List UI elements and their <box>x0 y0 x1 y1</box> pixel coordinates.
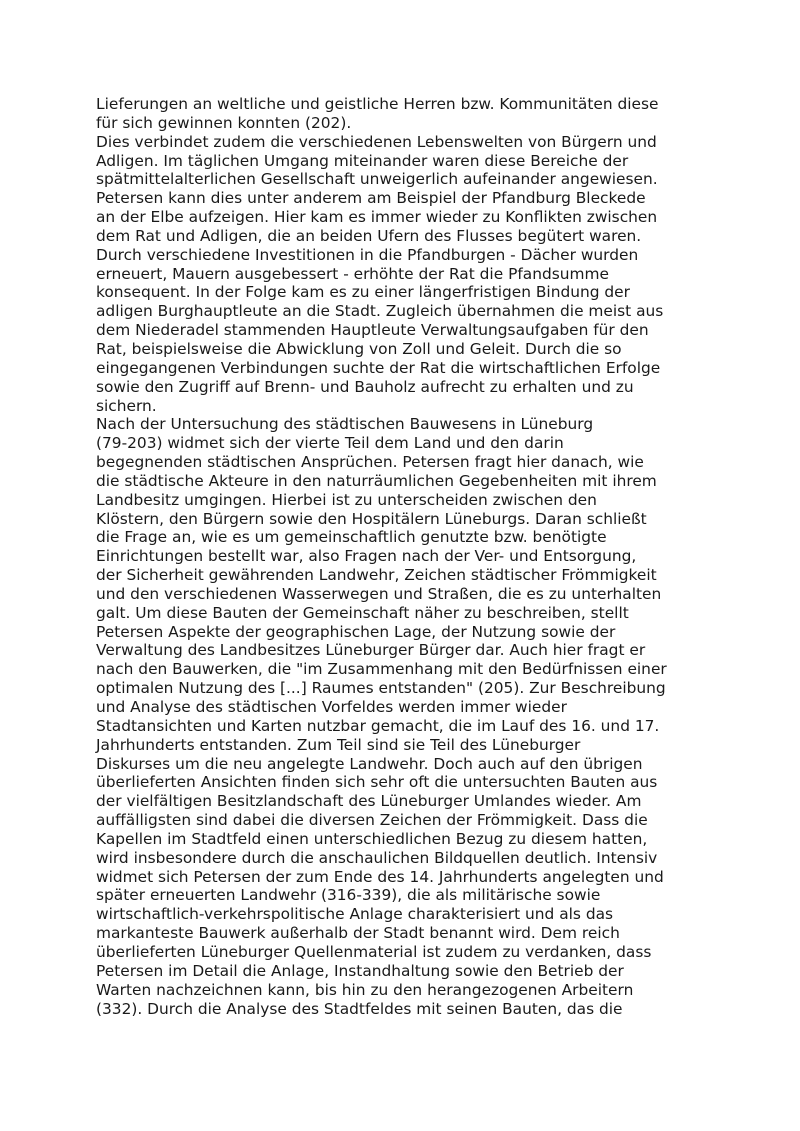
text-line: nach den Bauwerken, die "im Zusammenhang mit den Bedürfnissen einer <box>96 660 667 679</box>
text-line: konsequent. In der Folge kam es zu einer längerfristigen Bindung der <box>96 283 630 302</box>
text-line: adligen Burghauptleute an die Stadt. Zugleich übernahmen die meist aus <box>96 302 664 321</box>
text-line: markanteste Bauwerk außerhalb der Stadt benannt wird. Dem reich <box>96 924 620 943</box>
text-line: Petersen im Detail die Anlage, Instandhaltung sowie den Betrieb der <box>96 961 624 980</box>
text-line: Diskurses um die neu angelegte Landwehr. Doch auch auf den übrigen <box>96 754 643 773</box>
text-line: überlieferten Ansichten finden sich sehr oft die untersuchten Bauten aus <box>96 773 658 792</box>
text-line: dem Rat und Adligen, die an beiden Ufern des Flusses begütert waren. <box>96 226 642 245</box>
text-line: Jahrhunderts entstanden. Zum Teil sind sie Teil des Lüneburger <box>96 735 581 754</box>
text-line: auffälligsten sind dabei die diversen Zeichen der Frömmigkeit. Dass die <box>96 811 648 830</box>
text-line: später erneuerten Landwehr (316-339), die als militärische sowie <box>96 886 601 905</box>
text-line: Nach der Untersuchung des städtischen Bauwesens in Lüneburg <box>96 415 594 434</box>
text-line: (79-203) widmet sich der vierte Teil dem Land und den darin <box>96 434 564 453</box>
text-line: und Analyse des städtischen Vorfeldes werden immer wieder <box>96 698 567 716</box>
text-line: wirtschaftlich-verkehrspolitische Anlage charakterisiert und als das <box>96 905 614 924</box>
text-line: Durch verschiedene Investitionen in die Pfandburgen - Dächer wurden <box>96 245 639 264</box>
text-line: dem Niederadel stammenden Hauptleute Verwaltungsaufgaben für den <box>96 321 649 340</box>
text-line: Landbesitz umgingen. Hierbei ist zu unterscheiden zwischen den <box>96 490 597 509</box>
text-line: Kapellen im Stadtfeld einen unterschiedlichen Bezug zu diesem hatten, <box>96 829 648 848</box>
text-line: galt. Um diese Bauten der Gemeinschaft näher zu beschreiben, stellt <box>96 603 629 622</box>
text-line: erneuert, Mauern ausgebessert - erhöhte der Rat die Pfandsumme <box>96 264 609 283</box>
text-line: sowie den Zugriff auf Brenn- und Bauholz aufrecht zu erhalten und zu <box>96 377 634 396</box>
text-line: Petersen Aspekte der geographischen Lage, der Nutzung sowie der <box>96 622 616 641</box>
text-line: optimalen Nutzung des [...] Raumes entstanden" (205). Zur Beschreibung <box>96 679 666 698</box>
text-line: sichern. <box>96 396 157 415</box>
text-line: der vielfältigen Besitzlandschaft des Lüneburger Umlandes wieder. Am <box>96 792 642 811</box>
text-line: die Frage an, wie es um gemeinschaftlich genutzte bzw. benötigte <box>96 528 607 547</box>
body-text <box>96 95 716 1018</box>
text-line: Klöstern, den Bürgern sowie den Hospitälern Lüneburgs. Daran schließt <box>96 509 647 528</box>
text-line: Warten nachzeichnen kann, bis hin zu den herangezogenen Arbeitern <box>96 980 634 999</box>
text-line: Stadtansichten und Karten nutzbar gemacht, die im Lauf des 16. und 17. <box>96 716 660 735</box>
text-line: eingegangenen Verbindungen suchte der Rat die wirtschaftlichen Erfolge <box>96 358 661 377</box>
text-line: Dies verbindet zudem die verschiedenen Lebenswelten von Bürgern und <box>96 132 657 151</box>
text-line: der Sicherheit gewährenden Landwehr, Zeichen städtischer Frömmigkeit <box>96 566 657 585</box>
text-line: und den verschiedenen Wasserwegen und Straßen, die es zu unterhalten <box>96 584 662 603</box>
text-line: die städtische Akteure in den naturräumlichen Gegebenheiten mit ihrem <box>96 471 657 490</box>
text-line: Lieferungen an weltliche und geistliche Herren bzw. Kommunitäten diese <box>96 95 659 113</box>
text-line: Rat, beispielsweise die Abwicklung von Zoll und Geleit. Durch die so <box>96 339 622 358</box>
text-line: Petersen kann dies unter anderem am Beispiel der Pfandburg Bleckede <box>96 189 646 208</box>
text-line: wird insbesondere durch die anschaulichen Bildquellen deutlich. Intensiv <box>96 848 658 867</box>
text-line: Einrichtungen bestellt war, also Fragen nach der Ver- und Entsorgung, <box>96 547 637 566</box>
text-line: für sich gewinnen konnten (202). <box>96 113 352 132</box>
text-line: an der Elbe aufzeigen. Hier kam es immer wieder zu Konflikten zwischen <box>96 208 658 227</box>
text-line: überlieferten Lüneburger Quellenmaterial ist zudem zu verdanken, dass <box>96 942 652 961</box>
text-line: spätmittelalterlichen Gesellschaft unweigerlich aufeinander angewiesen. <box>96 170 658 189</box>
text-line: begegnenden städtischen Ansprüchen. Petersen fragt hier danach, wie <box>96 453 644 472</box>
text-line: Adligen. Im täglichen Umgang miteinander waren diese Bereiche der <box>96 151 629 170</box>
text-line: (332). Durch die Analyse des Stadtfeldes mit seinen Bauten, das die <box>96 999 623 1018</box>
text-line: widmet sich Petersen der zum Ende des 14. Jahrhunderts angelegten und <box>96 867 664 886</box>
text-line: Verwaltung des Landbesitzes Lüneburger Bürger dar. Auch hier fragt er <box>96 641 646 660</box>
